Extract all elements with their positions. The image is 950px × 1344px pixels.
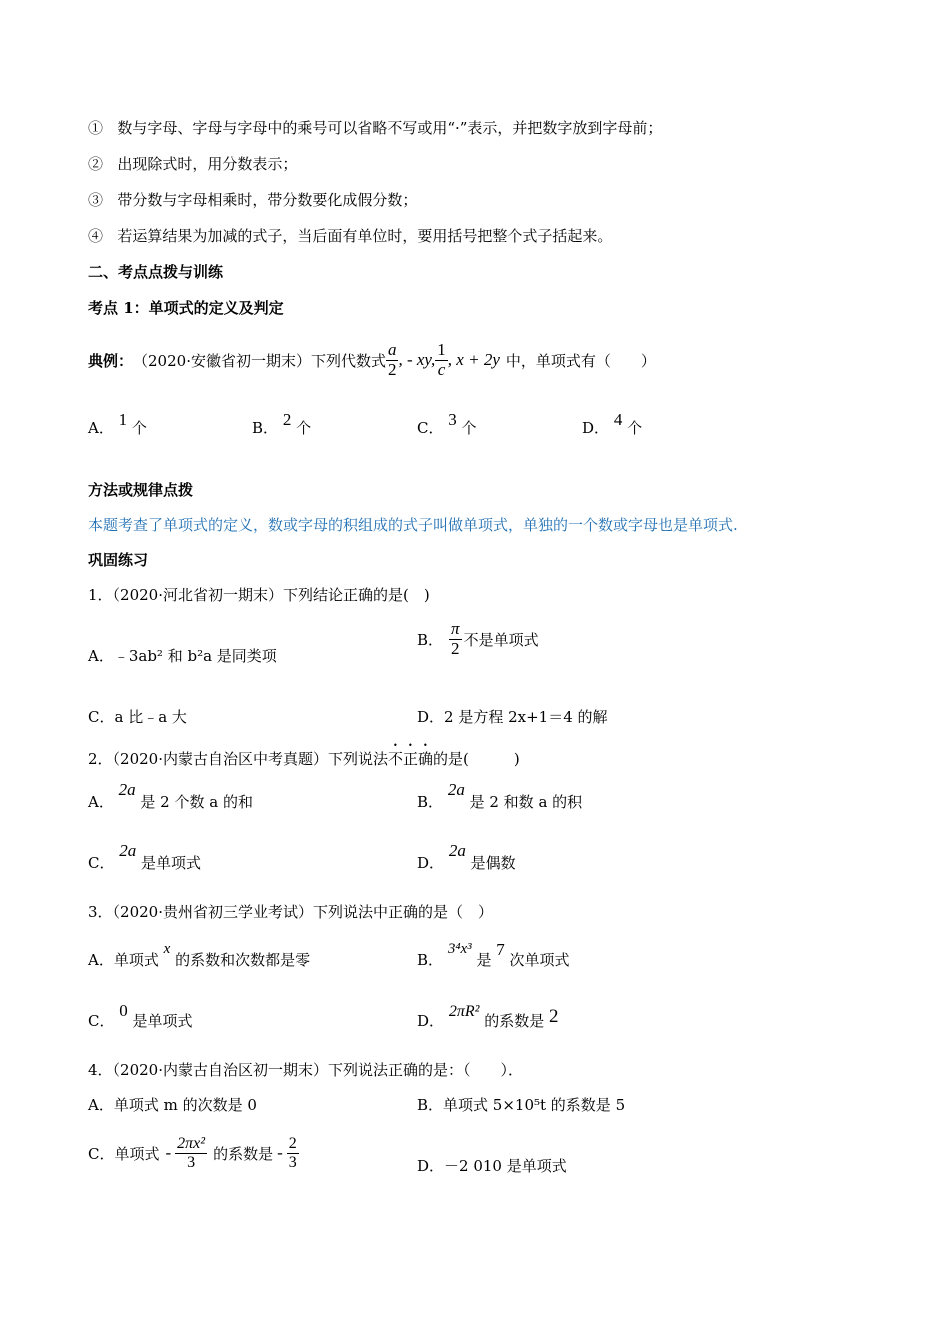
q2-option-d[interactable]	[417, 841, 516, 873]
option-letter: B．	[417, 951, 444, 969]
frac-denominator: 3	[187, 1153, 196, 1171]
emphasis-dotted: 不正确	[388, 750, 434, 768]
option-value: 3	[448, 410, 457, 429]
option-letter: B．	[417, 793, 444, 811]
option-expr: 2πR²	[448, 1003, 480, 1020]
option-text: 是偶数	[470, 854, 516, 872]
option-degree: 7	[496, 940, 505, 959]
option-letter: B．	[252, 419, 279, 437]
example-expression	[386, 341, 500, 379]
frac-numerator: 2	[288, 1134, 297, 1152]
option-text: 是单项式	[141, 854, 202, 872]
rule-2	[88, 153, 297, 174]
rule-marker: ③	[88, 191, 104, 209]
frac-numerator: π	[451, 619, 460, 638]
option-value: 2	[282, 410, 292, 429]
rule-text: 出现除式时，用分数表示；	[117, 155, 298, 173]
minus-sign: -	[277, 1143, 283, 1162]
option-text: C．单项式	[88, 1144, 160, 1163]
option-value: 2	[548, 1006, 559, 1027]
answer-fraction	[287, 1135, 299, 1171]
option-unit: 个	[131, 419, 147, 437]
rule-text: 若运算结果为加减的式子，当后面有单位时，要用括号把整个式子括起来。	[117, 227, 613, 245]
option-text: 是 2 个数 a 的和	[140, 793, 253, 811]
frac-numerator: 1	[437, 339, 446, 359]
rule-marker: ①	[88, 119, 104, 137]
frac-denominator: c	[437, 359, 446, 379]
option-text: 的系数是	[484, 1012, 545, 1030]
option-text: 是	[476, 951, 492, 969]
section-title: 二、考点点拨与训练	[88, 263, 224, 281]
option-letter: C．	[417, 419, 444, 437]
option-text: 是 2 和数 a 的积	[469, 793, 583, 811]
option-letter: A．	[88, 793, 114, 811]
option-letter: B．	[417, 630, 444, 649]
option-expr: 2a	[447, 780, 465, 799]
rule-marker: ②	[88, 155, 104, 173]
q1-option-c[interactable]: C．a 比﹣a 大	[88, 708, 187, 726]
option-value: 1	[118, 410, 128, 429]
q3-option-d[interactable]	[417, 1003, 559, 1032]
rule-3	[88, 189, 417, 210]
rule-marker: ④	[88, 227, 104, 245]
kaodian-title: 考点 1：单项式的定义及判定	[88, 299, 284, 317]
example-label: 典例：	[88, 351, 134, 370]
option-letter: C．	[88, 854, 115, 872]
q2-option-b[interactable]	[417, 780, 583, 812]
option-unit: 个	[296, 419, 312, 437]
q4-option-d[interactable]: D．－2 010 是单项式	[417, 1157, 567, 1175]
frac-denominator: 2	[387, 359, 397, 379]
q2-stem	[88, 741, 520, 769]
option-text: 次单项式	[509, 951, 570, 969]
q2-option-c[interactable]	[88, 841, 202, 873]
q2-option-a[interactable]	[88, 780, 253, 812]
stem-text: 的是( )	[433, 750, 520, 768]
rule-1	[88, 117, 662, 138]
rule-4	[88, 225, 612, 246]
q4-option-c[interactable]	[88, 1128, 299, 1178]
frac-denominator: 3	[288, 1153, 297, 1171]
q3-option-a[interactable]	[88, 941, 311, 970]
option-expr: 2a	[118, 780, 136, 799]
rule-text: 数与字母、字母与字母中的乘号可以省略不写或用“·”表示，并把数字放到字母前；	[117, 119, 663, 137]
example-option-d[interactable]	[582, 410, 643, 438]
q3-stem: 3．（2020·贵州省初三学业考试）下列说法中正确的是（ ）	[88, 903, 493, 921]
example-stem: （2020·安徽省初一期末）下列代数式	[133, 351, 386, 370]
frac-numerator: a	[387, 339, 397, 359]
example-question	[88, 330, 656, 390]
q4-stem: 4．（2020·内蒙古自治区初一期末）下列说法正确的是：（ ）．	[88, 1061, 523, 1079]
example-option-b[interactable]	[252, 410, 312, 438]
option-expr: 0	[119, 1001, 128, 1020]
option-text: 的系数是	[213, 1144, 274, 1163]
coefficient-fraction	[175, 1135, 207, 1171]
practice-title: 巩固练习	[88, 551, 149, 569]
example-option-c[interactable]	[417, 410, 477, 438]
option-letter: D．	[417, 1012, 445, 1030]
option-expr: 3⁴x³	[447, 941, 472, 957]
frac-denominator: 2	[451, 638, 460, 658]
option-text: 单项式	[113, 951, 159, 969]
option-text: 的系数和次数都是零	[175, 951, 311, 969]
option-unit: 个	[461, 419, 477, 437]
q1-stem: 1．（2020·河北省初一期末）下列结论正确的是( )	[88, 586, 430, 604]
q1-option-d[interactable]: D．2 是方程 2x+1＝4 的解	[417, 708, 608, 726]
option-text: 不是单项式	[463, 630, 539, 649]
method-text: 本题考查了单项式的定义，数或字母的积组成的式子叫做单项式，单独的一个数或字母也是单项式.	[88, 516, 738, 534]
option-letter: A．	[88, 419, 114, 437]
example-option-a[interactable]	[88, 410, 147, 438]
rule-text: 带分数与字母相乘时，带分数要化成假分数；	[117, 191, 418, 209]
option-expr: x	[163, 941, 171, 957]
expr-middle: , - xy,	[398, 350, 436, 369]
option-text: 是单项式	[132, 1012, 193, 1030]
q3-option-c[interactable]	[88, 1001, 193, 1031]
option-expr: 2a	[448, 841, 466, 860]
option-expr: 2a	[119, 841, 137, 860]
method-title: 方法或规律点拨	[88, 481, 194, 499]
option-letter: D．	[417, 854, 445, 872]
q4-option-a[interactable]: A．单项式 m 的次数是 0	[88, 1096, 257, 1114]
q4-option-b[interactable]: B．单项式 5×10⁵t 的系数是 5	[417, 1096, 626, 1114]
option-letter: C．	[88, 1012, 115, 1030]
q1-option-a[interactable]: A．﹣3ab² 和 b²a 是同类项	[88, 647, 277, 665]
option-letter: D．	[582, 419, 610, 437]
pi-over-2	[449, 620, 462, 658]
minus-sign: -	[165, 1143, 172, 1162]
option-letter: A．	[88, 951, 114, 969]
option-value: 4	[613, 410, 623, 429]
option-unit: 个	[627, 419, 643, 437]
expr-tail: , x + 2y	[447, 350, 500, 369]
example-stem-end: 中，单项式有（ ）	[505, 351, 656, 370]
frac-numerator: 2πx²	[177, 1134, 206, 1152]
stem-text: 2．（2020·内蒙古自治区中考真题）下列说法	[88, 750, 388, 768]
q1-option-b[interactable]	[417, 620, 539, 658]
q3-option-b[interactable]	[417, 940, 570, 970]
